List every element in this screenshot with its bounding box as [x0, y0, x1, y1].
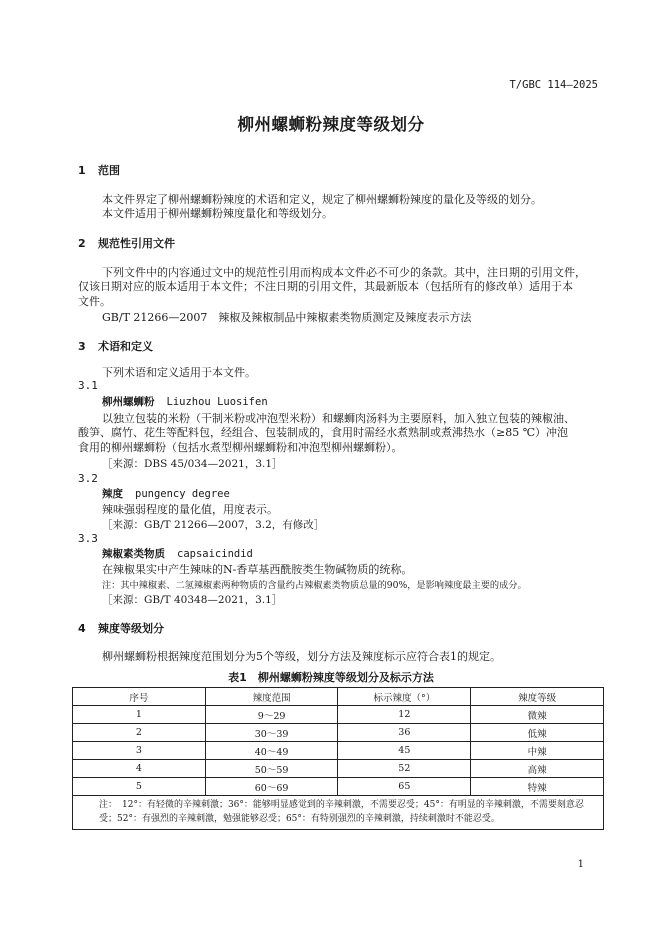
- section-3-number: 3: [78, 340, 86, 353]
- section-1-number: 1: [78, 164, 86, 177]
- table-note-text: 12°：有轻微的辛辣刺激；36°：能够明显感觉到的辛辣刺激，不需要忍受；45°：有明显的辛辣刺激，不需要刻意忍受；52°：有强烈的辛辣刺激，勉强能够忍受；65°：有特别强烈的辛辣刺激，持续刺激时不能忍受。: [99, 800, 584, 824]
- cell-grade: 低辣: [471, 724, 604, 742]
- term-3-2-cn: 辣度: [102, 488, 123, 500]
- table-row: [73, 706, 604, 724]
- cell-marked-degree: 45: [338, 742, 471, 760]
- section-1-title: 范围: [98, 164, 120, 177]
- cell-marked-degree: 36: [338, 724, 471, 742]
- cell-range: 40～49: [205, 742, 338, 760]
- section-4-title: 辣度等级划分: [98, 622, 164, 635]
- cell-range: 60～69: [205, 778, 338, 796]
- cell-range: 50～59: [205, 760, 338, 778]
- cell-serial: 4: [73, 760, 206, 778]
- table-row: [73, 760, 604, 778]
- term-3-1-en: Liuzhou Luosifen: [166, 396, 268, 408]
- cell-grade: 特辣: [471, 778, 604, 796]
- cell-marked-degree: 65: [338, 778, 471, 796]
- term-3-3-number: 3.3: [78, 532, 98, 545]
- section-1-paragraph-1: 本文件界定了柳州螺蛳粉辣度的术语和定义，规定了柳州螺蛳粉辣度的量化及等级的划分。: [102, 193, 542, 206]
- term-3-2-number: 3.2: [78, 472, 98, 485]
- table-note-label: 注：: [99, 800, 118, 810]
- cell-range: 9～29: [205, 706, 338, 724]
- cell-serial: 1: [73, 706, 206, 724]
- cell-serial: 2: [73, 724, 206, 742]
- table-note: [73, 796, 604, 830]
- cell-grade: 微辣: [471, 706, 604, 724]
- cell-grade: 高辣: [471, 760, 604, 778]
- header-range: 辣度范围: [205, 688, 338, 706]
- section-2-paragraph-line-3: 文件。: [78, 295, 111, 308]
- table-note-row: [73, 796, 604, 830]
- term-3-1-definition-line-3: 食用的柳州螺蛳粉（包括水煮型柳州螺蛳粉和冲泡型柳州螺蛳粉）。: [78, 441, 403, 454]
- cell-serial: 3: [73, 742, 206, 760]
- term-3-3-name: [102, 546, 253, 561]
- table-row: [73, 778, 604, 796]
- section-1-heading: [78, 162, 120, 178]
- term-3-1-name: [102, 394, 268, 409]
- header-marked-degree: 标示辣度（°）: [338, 688, 471, 706]
- term-3-1-cn: 柳州螺蛳粉: [102, 396, 155, 408]
- page-number: 1: [577, 859, 584, 870]
- term-3-3-source: ［来源：GB/T 40348—2021，3.1］: [102, 594, 283, 606]
- spiciness-grade-table: [72, 687, 604, 830]
- table-caption: 表1 柳州螺蛳粉辣度等级划分及标示方法: [228, 671, 434, 684]
- term-3-1-definition-line-2: 酸笋、腐竹、花生等配料包，经组合、包装制成的，食用时需经水煮熟制或煮沸热水（≥85 ℃）冲泡: [78, 426, 569, 439]
- term-3-1-source: ［来源：DBS 45/034—2021，3.1］: [102, 458, 283, 470]
- table-row: [73, 724, 604, 742]
- section-3-intro: 下列术语和定义适用于本文件。: [102, 366, 256, 379]
- section-2-paragraph-line-1: 下列文件中的内容通过文中的规范性引用而构成本文件必不可少的条款。其中，注日期的引用文件，: [102, 266, 586, 279]
- section-3-heading: [78, 338, 153, 354]
- term-3-3-cn: 辣椒素类物质: [102, 548, 165, 560]
- term-3-3-note: 注：其中辣椒素、二氢辣椒素两种物质的含量约占辣椒素类物质总量的90%，是影响辣度最主要的成分。: [102, 580, 527, 591]
- term-3-2-definition: 辣味强弱程度的量化值，用度表示。: [102, 503, 278, 516]
- header-serial: 序号: [73, 688, 206, 706]
- normative-reference: GB/T 21266—2007 辣椒及辣椒制品中辣椒素类物质测定及辣度表示方法: [102, 311, 472, 324]
- term-3-3-en: capsaicindid: [177, 548, 253, 560]
- section-1-paragraph-2: 本文件适用于柳州螺蛳粉辣度量化和等级划分。: [102, 207, 333, 220]
- table-row: [73, 742, 604, 760]
- term-3-2-en: pungency degree: [135, 488, 230, 500]
- term-3-1-number: 3.1: [78, 379, 98, 392]
- cell-marked-degree: 52: [338, 760, 471, 778]
- section-4-number: 4: [78, 622, 86, 635]
- cell-marked-degree: 12: [338, 706, 471, 724]
- section-2-number: 2: [78, 237, 86, 250]
- cell-serial: 5: [73, 778, 206, 796]
- term-3-2-source: ［来源：GB/T 21266—2007，3.2，有修改］: [102, 519, 325, 531]
- term-3-3-definition: 在辣椒果实中产生辣味的N-香草基西酰胺类生物碱物质的统称。: [102, 563, 413, 576]
- header-grade: 辣度等级: [471, 688, 604, 706]
- table-header-row: [73, 688, 604, 706]
- term-3-2-name: [102, 486, 230, 501]
- cell-range: 30～39: [205, 724, 338, 742]
- section-2-heading: [78, 235, 175, 251]
- standard-number: T/GBC 114—2025: [509, 79, 598, 91]
- term-3-1-definition-line-1: 以独立包装的米粉（干制米粉或冲泡型米粉）和螺蛳肉汤料为主要原料，加入独立包装的辣椒油、: [102, 412, 575, 425]
- cell-grade: 中辣: [471, 742, 604, 760]
- section-4-paragraph: 柳州螺蛳粉根据辣度范围划分为5个等级，划分方法及辣度标示应符合表1的规定。: [102, 650, 501, 663]
- page-title: 柳州螺蛳粉辣度等级划分: [237, 115, 425, 134]
- section-2-paragraph-line-2: 仅该日期对应的版本适用于本文件；不注日期的引用文件，其最新版本（包括所有的修改单）适用于本: [78, 280, 573, 293]
- section-2-title: 规范性引用文件: [98, 237, 175, 250]
- section-4-heading: [78, 620, 164, 636]
- section-3-title: 术语和定义: [98, 340, 153, 353]
